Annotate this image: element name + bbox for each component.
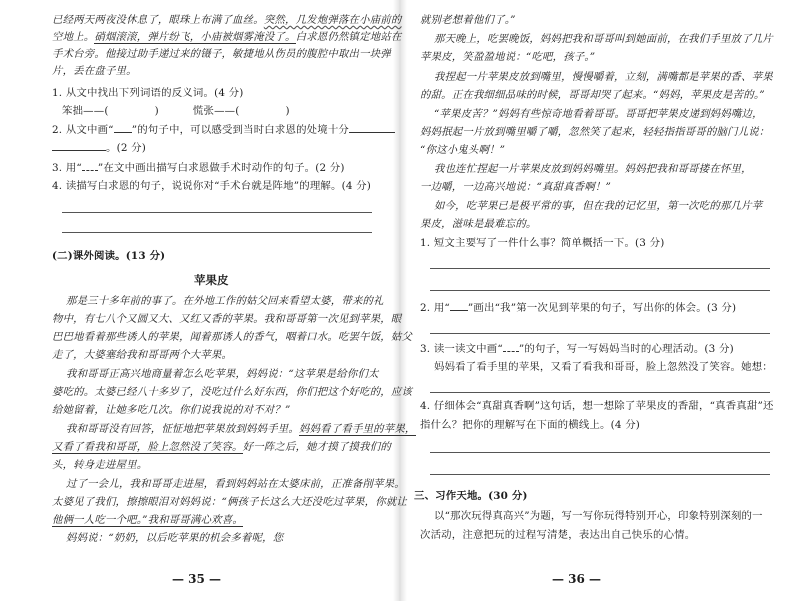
answer-blank[interactable]	[52, 140, 106, 151]
question-2: 2. 从文中画“ ”的句子中，可以感受到当时白求恩的处境十分	[52, 122, 395, 137]
section-3-heading: 三、习作天地。(30 分)	[414, 490, 528, 502]
story-line: 我和哥哥正高兴地商量着怎么吃苹果，妈妈说：“这苹果是给你们太	[66, 368, 379, 380]
story-underlined-sentence: 他俩一人吃一个吧。”我和哥哥满心欢喜。	[52, 514, 243, 526]
story-line: 那是三十多年前的事了。在外地工作的姑父回来看望太婆，带来的礼	[66, 295, 384, 307]
story-line: 头，转身走进屋里。	[52, 459, 148, 471]
story-line: 一边嚼，一边高兴地说：“真甜真香啊！”	[420, 181, 612, 193]
story-line	[52, 513, 243, 527]
story-line: 妈妈说：“奶奶，以后吃苹果的机会多着呢，您	[66, 532, 284, 544]
question-1-words: 笨拙——( ) 慌张——( )	[62, 105, 290, 117]
story-underlined-sentence: 妈妈看了看手里的苹果，	[299, 423, 416, 435]
answer-blank[interactable]	[349, 122, 395, 133]
story-line: 就别老想着他们了。”	[420, 14, 516, 26]
answer-line[interactable]	[430, 392, 770, 393]
story-title: 苹果皮	[194, 273, 229, 287]
answer-line[interactable]	[430, 268, 770, 269]
writing-prompt: 次活动，注意把玩的过程写清楚，表达出自己快乐的心情。	[420, 529, 696, 541]
page-number: — 35 —	[172, 572, 222, 586]
story-line: 太婆见了我们，擦擦眼泪对妈妈说：“俩孩子长这么大还没吃过苹果，你就让	[52, 496, 407, 508]
question-3-answer: 妈妈看了看手里的苹果，又看了看我和哥哥，脸上忽然没了笑容。她想：	[434, 361, 773, 373]
story-line: 那天晚上，吃罢晚饭，妈妈把我和哥哥叫到她面前，在我们手里放了几片	[434, 33, 773, 45]
question-1: 1. 短文主要写了一件什么事？简单概括一下。(3 分)	[420, 237, 665, 249]
answer-line[interactable]	[62, 232, 372, 233]
story-line: 我也连忙捏起一片苹果皮放到妈妈嘴里。妈妈把我和哥哥搂在怀里，	[434, 163, 752, 175]
story-line: 果皮，滋味是最难忘的。	[420, 218, 537, 230]
question-3: 3. 用“ ”在文中画出描写白求恩做手术时动作的句子。(2 分)	[52, 162, 345, 174]
answer-line[interactable]	[430, 452, 770, 453]
answer-line[interactable]	[430, 333, 770, 334]
page-number: — 36 —	[552, 572, 602, 586]
page-36	[400, 0, 800, 601]
writing-prompt: 以“那次玩得真高兴”为题，写一写你玩得特别开心，印象特别深刻的一	[434, 510, 763, 522]
answer-line[interactable]	[430, 290, 770, 291]
story-line: 苹果皮，笑盈盈地说：“吃吧，孩子。”	[420, 51, 596, 63]
story-line: 过了一会儿，我和哥哥走进屋，看到妈妈站在太婆床前，正准备削苹果。	[66, 478, 405, 490]
story-line: 婆吃的。太婆已经八十多岁了，没吃过什么好东西，你们把这个好吃的，应该	[52, 386, 413, 398]
question-4-cont: 指什么？把你的理解写在下面的横线上。(4 分)	[420, 419, 641, 431]
story-line: “你这小鬼头啊！”	[420, 144, 506, 156]
story-line: 的甜。正在我细细品味的时候，哥哥却哭了起来。“妈妈，苹果皮是苦的。”	[420, 89, 765, 101]
story-line: “苹果皮苦？”妈妈有些惊奇地看着哥哥。哥哥把苹果皮递到妈妈嘴边，	[434, 108, 763, 120]
question-4: 4. 读描写白求恩的句子，说说你对“手术台就是阵地”的理解。(4 分)	[52, 180, 372, 192]
question-1: 1. 从文中找出下列词语的反义词。(4 分)	[52, 87, 244, 99]
passage-line: 已经两天两夜没休息了，眼珠上布满了血丝。突然，几发炮弹落在小庙前的	[52, 14, 402, 26]
question-2: 2. 用“ ”画出“我”第一次见到苹果的句子，写出你的体会。(3 分)	[420, 302, 737, 314]
section-2-heading: (二)课外阅读。(13 分)	[52, 250, 166, 262]
question-2-cont: 。(2 分)	[52, 140, 146, 155]
story-underlined-sentence: 又看了看我和哥哥，脸上忽然没了笑容。	[52, 441, 243, 453]
story-line: 我捏起一片苹果皮放到嘴里，慢慢嚼着，立刻，满嘴都是苹果的香、苹果	[434, 71, 773, 83]
story-line: 走了，大婆塞给我和哥哥两个大苹果。	[52, 349, 233, 361]
answer-line[interactable]	[430, 474, 770, 475]
passage-line: 片，丢在盘子里。	[52, 65, 137, 77]
story-line: 我和哥哥没有回答，怔怔地把苹果放到妈妈手里。妈妈看了看手里的苹果，	[66, 423, 416, 435]
passage-underlined-sentence: 突然，几发炮弹落在小庙前的	[263, 14, 402, 26]
answer-line[interactable]	[62, 212, 372, 213]
story-line: 如今，吃苹果已是极平常的事，但在我的记忆里，第一次吃的那几片苹	[434, 200, 763, 212]
passage-line: 空地上。硝烟滚滚，弹片纷飞，小庙被烟雾淹没了。白求恩仍然镇定地站在	[52, 31, 402, 43]
story-line: 物中，有七八个又圆又大、又红又香的苹果。我和哥哥第一次见到苹果，眼	[52, 313, 402, 325]
question-3: 3. 读一读文中画“ ”的句子，写一写妈妈当时的心理活动。(3 分)	[420, 343, 734, 355]
passage-underlined-sentence: 硝烟滚滚，弹片纷飞，小庙被烟雾淹没了。	[94, 31, 296, 43]
question-4: 4. 仔细体会“真甜真香啊”这句话，想一想除了苹果皮的香甜，“真香真甜”还	[420, 400, 774, 412]
story-line: 又看了看我和哥哥，脸上忽然没了笑容。好一阵之后，她才摸了摸我们的	[52, 441, 391, 453]
story-line: 巴巴地看着那些诱人的苹果，闻着那诱人的香气，咽着口水。吃罢午饭，姑父	[52, 331, 413, 343]
passage-line: 手术台旁。他接过助手递过来的镊子，敏捷地从伤员的腹腔中取出一块弹	[52, 48, 391, 60]
story-line: 妈妈抿起一片放到嘴里嚼了嚼，忽然笑了起来，轻轻指指哥哥的脑门儿说：	[420, 126, 770, 138]
story-line: 给她留着，让她多吃几次。你们说我说的对不对？”	[52, 404, 291, 416]
